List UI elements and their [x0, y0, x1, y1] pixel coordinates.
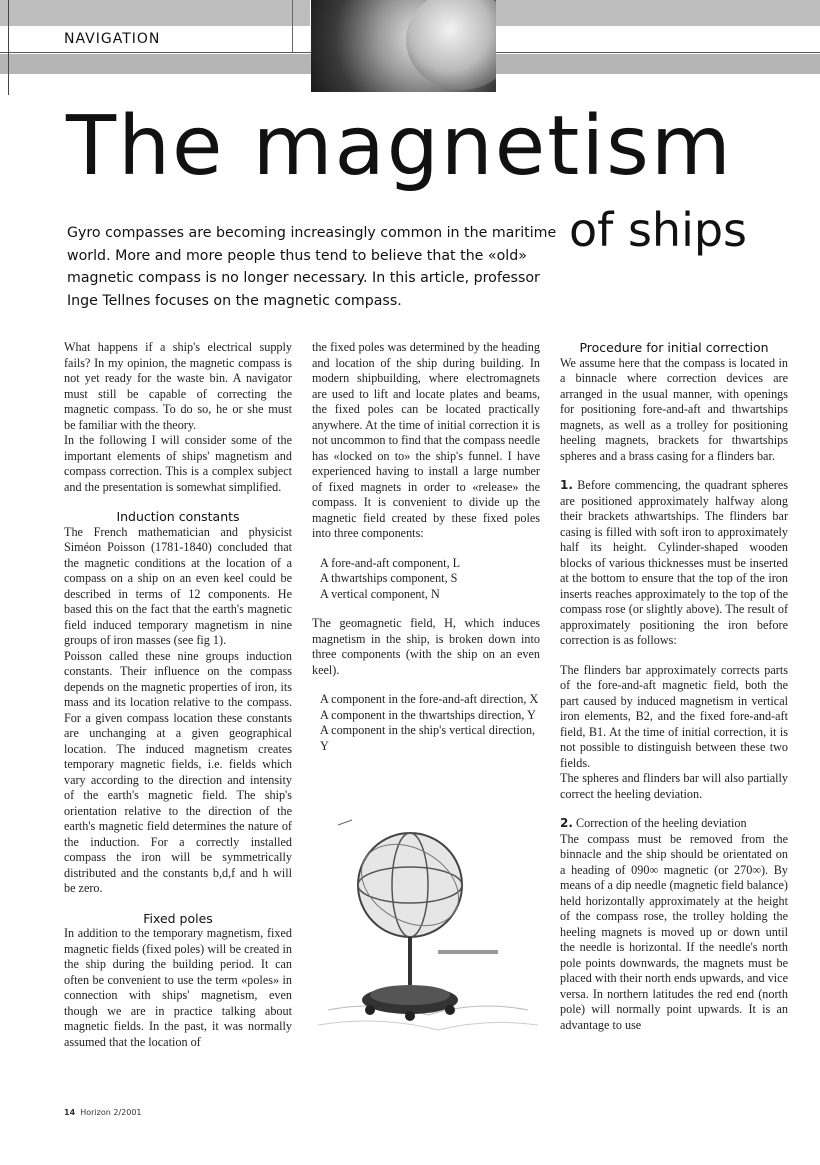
paragraph: Poisson called these nine groups induction constants. Their influence on the compass depends on the magnetic properties of iron, its mass and its location relative to the compass. For a given compass location these constants are unchanging at a given geographical location. The induced magnetism creates temporary magnetic fields, i.e. fields which vary according to the direction and intensity of the earth's magnetic field. The ship's orientation relative to the direction of the earth's magnetic field determines the nature of the induction. For a correctly installed compass the iron will be symmetrically distributed and the constants b,d,f and h will be zero.	[64, 648, 292, 895]
list-item: A component in the fore-and-aft direction, X	[320, 692, 539, 706]
paragraph: In addition to the temporary magnetism, fixed magnetic fields (fixed poles) will be created in the ship during the building period. It can often be convenient to use the term «poles» in connection with ships' magnetism, even though we are in practice talking about magnetic fields. In the past, it was normally assumed that the location of	[64, 926, 292, 1049]
paragraph: The flinders bar approximately corrects parts of the fore-and-aft magnetic field, both the part caused by induced magnetism in vertical iron elements, B2, and the fixed fore-and-aft field, B1. At the time of initial correction, it is not possible to distinguish between these two fields.	[560, 662, 788, 770]
header-grey-strip-right	[496, 0, 820, 26]
header-grey-strip	[0, 0, 310, 26]
compass-globe-illustration	[318, 810, 538, 1050]
article-lede: Gyro compasses are becoming increasingly common in the maritime world. More and more people thus tend to believe that the «old» magnetic compass is no longer necessary. In this article, professor Inge Tellnes focuses on the magnetic compass.	[67, 225, 557, 310]
bird-sketch	[338, 820, 352, 825]
section-heading: Fixed poles	[143, 910, 213, 926]
list-item: A component in the thwartships direction, Y	[320, 707, 536, 722]
ship-silhouette	[438, 950, 498, 954]
paragraph	[560, 478, 788, 649]
issue-label: Horizon 2/2001	[80, 1108, 142, 1117]
header-band	[0, 0, 820, 95]
header-photo	[311, 0, 496, 92]
list-item: A vertical component, N	[320, 586, 440, 601]
step-number: 1.	[560, 478, 573, 492]
header-vertical-rule	[8, 0, 9, 95]
step-number: 2.	[560, 816, 573, 830]
page-footer	[64, 1108, 142, 1117]
paragraph: What happens if a ship's electrical supply fails? In my opinion, the magnetic compass is not yet ready for the waste bin. A navigator must still be capable of correcting the magnetic compass. To do so, he or she must be familiar with the theory.	[64, 340, 292, 432]
paragraph: The compass must be removed from the binnacle and the ship should be orientated on a heading of 090∞ magnetic (or 270∞). By means of a dip needle (magnetic field balance) held horizontally approximately at the height of the compass rose, the trolley holding the heeling magnets is moved up or down until the needle is horizontal. If the needle's north pole points downwards, the magnets must be placed with their north ends upwards, and vice versa. In northern latitudes the red end (north pole) will normally point upwards. It is an advantage to use	[560, 831, 788, 1032]
globe	[358, 833, 462, 937]
paragraph-text: Before commencing, the quadrant spheres are positioned approximately halfway along their brackets athwartships. The flinders bar casing is filled with soft iron to approximately half its height. Cylinder-shaped wooden blocks of various thicknesses must be inserted at the bottom to ensure that the top of the iron inserts reaches approximately to the top of the compass rose (or slightly above). The result of approximately positioning the iron before correction is as follows:	[560, 478, 789, 647]
step-heading-text: Correction of the heeling deviation	[575, 816, 747, 830]
paragraph: We assume here that the compass is located in a binnacle where correction devices are arranged in the usual manner, with openings for positioning fore-and-aft and thwartships magnets, as well as a trolley for positioning heeling magnets, brackets for thwartships spheres and a brass casing for a flinders bar.	[560, 355, 788, 463]
step-heading	[560, 816, 788, 832]
page-number: 14	[64, 1108, 76, 1117]
component-list	[312, 692, 540, 754]
list-item: A component in the ship's vertical direction, Y	[320, 723, 536, 753]
section-heading: Procedure for initial correction	[579, 340, 769, 355]
photo-sphere	[406, 0, 496, 90]
article-subtitle: of ships	[569, 203, 748, 257]
column-3	[560, 340, 788, 1033]
paragraph: The French mathematician and physicist Siméon Poisson (1781-1840) concluded that the magnetic conditions at the location of a compass on a ship on an even keel could be described in terms of 12 components. He based this on the fact that the earth's magnetic field induced temporary magnetism in nine groups of iron masses (see fig 1).	[64, 524, 292, 647]
list-item: A fore-and-aft component, L	[320, 555, 461, 570]
article-title: The magnetism	[66, 99, 733, 194]
section-heading: Induction constants	[116, 509, 240, 524]
paragraph: the fixed poles was determined by the heading and location of the ship during building. In modern shipbuilding, where electromagnets are used to lift and locate plates and beams, the fixed poles can be located practically anywhere. At the time of initial correction it is not uncommon to find that the compass needle has «locked on to» the ship's funnel. I have experienced having to install a large number of fixed magnets in order to «release» the compass. It is convenient to divide up the magnetic field created by these fixed poles into three components:	[312, 340, 540, 540]
section-label: NAVIGATION	[64, 31, 161, 47]
paragraph: In the following I will consider some of the important elements of ships' magnetism and compass correction. This is a complex subject and the presentation is somewhat simplified.	[64, 433, 292, 494]
list-item: A thwartships component, S	[320, 571, 458, 585]
paragraph: The geomagnetic field, H, which induces magnetism in the ship, is broken down into three components (with the ship on an even keel).	[312, 616, 540, 677]
paragraph: The spheres and flinders bar will also partially correct the heeling deviation.	[560, 771, 788, 801]
column-1	[64, 340, 292, 1050]
header-vertical-rule-2	[292, 0, 293, 52]
component-list	[312, 556, 540, 603]
column-2	[312, 340, 540, 754]
